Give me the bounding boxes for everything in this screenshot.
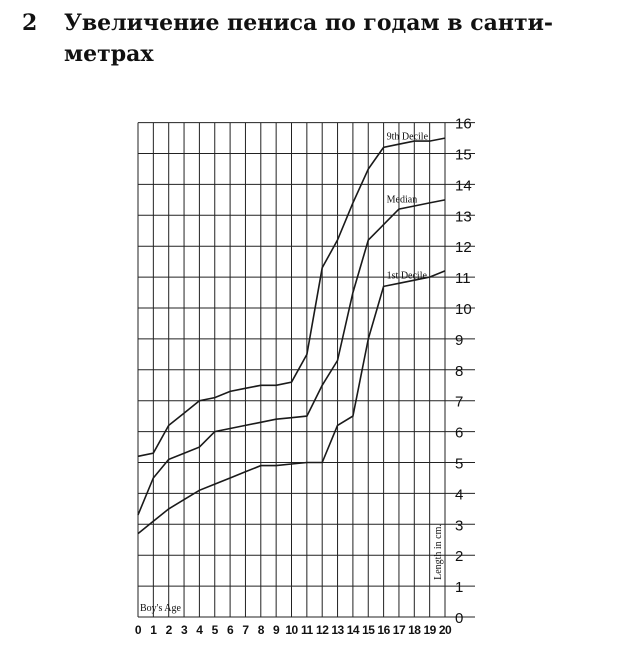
x-tick-label: 1 xyxy=(150,623,157,637)
x-tick-label: 13 xyxy=(331,623,344,637)
x-tick-label: 18 xyxy=(408,623,421,637)
x-tick-label: 0 xyxy=(134,623,142,637)
x-tick-label: 6 xyxy=(227,623,234,637)
x-tick-label: 5 xyxy=(211,623,218,637)
chart-grid xyxy=(138,123,475,617)
y-tick-label: 14 xyxy=(455,177,472,195)
section-title-line-2: метрах xyxy=(64,41,154,67)
y-tick-label: 0 xyxy=(455,610,464,627)
y-axis-ticks xyxy=(455,116,472,627)
x-axis-label: Boy's Age xyxy=(140,603,181,614)
y-tick-label: 7 xyxy=(455,393,464,411)
series-label: 1st Decile xyxy=(386,270,427,282)
y-tick-label: 1 xyxy=(455,579,464,597)
x-tick-label: 17 xyxy=(392,623,406,637)
x-tick-label: 4 xyxy=(196,623,203,637)
y-tick-label: 5 xyxy=(455,455,464,473)
y-tick-label: 2 xyxy=(455,548,464,566)
x-tick-label: 20 xyxy=(438,623,452,637)
x-tick-label: 15 xyxy=(362,623,375,637)
x-tick-label: 3 xyxy=(180,623,188,637)
x-tick-label: 19 xyxy=(423,623,436,637)
x-tick-label: 14 xyxy=(346,623,360,637)
y-tick-label: 16 xyxy=(455,115,472,133)
x-axis-ticks xyxy=(135,623,452,637)
x-tick-label: 9 xyxy=(273,623,280,637)
x-tick-label: 7 xyxy=(242,623,249,637)
x-tick-label: 12 xyxy=(316,623,329,637)
x-tick-label: 11 xyxy=(301,623,313,637)
y-tick-label: 12 xyxy=(455,239,472,257)
x-tick-label: 8 xyxy=(257,623,264,637)
y-tick-label: 15 xyxy=(455,146,472,164)
y-tick-label: 10 xyxy=(455,301,472,318)
y-tick-label: 6 xyxy=(455,424,464,442)
x-tick-label: 2 xyxy=(165,623,172,637)
series-label: 9th Decile xyxy=(386,131,429,143)
y-tick-label: 11 xyxy=(455,270,471,288)
section-title-line-1: Увеличение пениса по годам в санти- xyxy=(64,10,554,36)
y-axis-label: Length in cm. xyxy=(433,524,444,580)
x-tick-label: 10 xyxy=(285,623,298,637)
y-tick-label: 4 xyxy=(455,486,464,504)
y-tick-label: 8 xyxy=(455,362,464,380)
y-tick-label: 9 xyxy=(455,331,464,349)
series-label: Median xyxy=(386,194,418,206)
section-number: 2 xyxy=(22,10,38,36)
x-tick-label: 16 xyxy=(377,623,390,637)
y-tick-label: 13 xyxy=(455,208,472,226)
y-tick-label: 3 xyxy=(455,517,464,535)
